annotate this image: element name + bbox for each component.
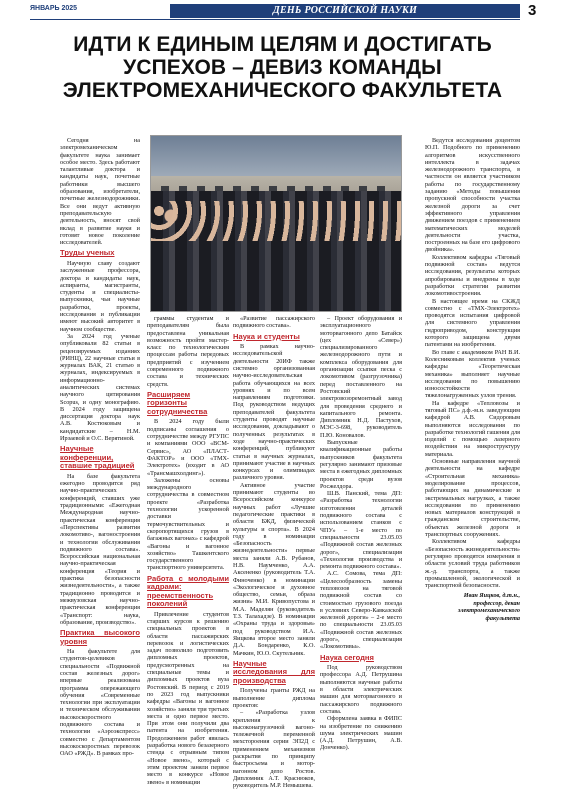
section-heading: Наука сегодня <box>320 652 374 662</box>
section-heading: Работа с молодыми кадрами: преемственность поколений <box>147 573 229 609</box>
paragraph: В настоящее время на СКЖД совместно с «ТМХ-Электротех» проводятся испытания цифровой для системного управления гидроприводом, конструкция которого защищена двумя патентами на изобретения. <box>425 297 520 349</box>
paragraph: В 2024 году были подписаны соглашения о сотрудничестве между РГУПС и компаниями ООО «ВСМ-Сервис», АО «ПЛАСТ-ФАКТОР» и ООО «ТМХ-Электротех» (входит в АО «Трансмашхолдинг»). <box>147 418 229 477</box>
column-5 <box>425 137 520 792</box>
paragraph: На факультете для студентов-целевиков специальности «Подвижной состав железных дорог» впервые реализована программа опережающего обучения «Современные технологии при эксплуатации и техническом обслуживании высокоскоростного подвижного состава и технологии «Аэроэкспресс» совместно с Департаментом высокоскоростных перевозок ОАО «РЖД». В рамках про- <box>60 648 140 758</box>
intro-paragraph: Сегодня на электромеханическом факультете наука занимает особое место. Здесь работают талантливые доктора и кандидаты наук, почетные работники высшего образования, изобретатели, почетные железнодорожники. Все они ведут активную преподавательскую деятельность, вносят свой вклад в развитие науки и готовят новое поколение исследователей. <box>60 137 140 247</box>
issue-date: ЯНВАРЬ 2025 <box>30 5 78 12</box>
section-banner <box>170 4 520 18</box>
group-photo <box>150 135 402 312</box>
paragraph: Научную славу создают заслуженные профессора, доктора и кандидаты наук, аспиранты, магистранты, студенты и специалисты-выпускники, чьи научные разработки, проекты, исследования и публикации имеют высокий авторитет в научном сообществе. <box>60 259 140 333</box>
paragraph: – «Разработка узлов крепления к высоконагрузочной вагоно-тележечной переменной мехстороения серии ЭП2Д с применением механизмов раскрытия по принципу быстросъема и мотор-вагонном депо Ростов. Дипломник А.Т. Краснюков, руководитель М.Р. Немышева. <box>233 709 315 790</box>
paragraph: Заложены основы международного сотрудничества в совместном проекте «Разработка технологии ускоренной доставки термочувствительных и скоропортящихся грузов в багажных вагонах» с кафедрой «Вагоны и вагонное хозяйство» Ташкентского государственного транспортного университета. <box>147 476 229 572</box>
paragraph: В рамках научно-исследовательской деятельности 20ИФ также системно организованная научно-исследовательская работа обучающихся на всех уровнях и по всем направлениям подготовки. Под руководством ведущих преподавателей факультета студенты проводят научные исследования, докладывают о полученных результатах в ходе научно-практических конференций, публикуют статьи в научных журналах, принимают участие в научных конкурсах и олимпиадах различного уровня. <box>233 343 315 482</box>
section-title: ДЕНЬ РОССИЙСКОЙ НАУКИ <box>272 5 418 16</box>
paragraph: Оформлена заявка в ФИПС на изобретение по снижению шума электрических машин (А.Д. Петрушин, А.В. Донченко). <box>320 715 402 752</box>
author-title: электромеханического <box>457 607 520 615</box>
photo-faces <box>151 201 401 241</box>
paragraph: «Развитие пассажирского подвижного состава». <box>233 315 315 330</box>
column-1 <box>60 137 140 792</box>
author-name: Иван Яицков, д.т.н., <box>463 592 520 600</box>
paragraph: Получены гранты РЖД на выполнение диплома проектов: <box>233 687 315 709</box>
paragraph: Ш.В. Панский, тема ДП: «Разработка технологии изготовления деталей подвижного состава с использованием станков с ЧПУ» – 1-е место по специальности 23.05.03 «Подвижной состав железных дорог», специализация «Технология производства и ремонта подвижного состава». <box>320 490 402 571</box>
column-2 <box>147 315 229 792</box>
paragraph: Коллективом кафедры «Безопасность жизнедеятельности» регулярно проводятся измерения в области условий труда работников ж.-д. транспорта, а также промышленной, экологической и транспортной безопасности. <box>425 538 520 590</box>
section-heading: Практика высокого уровня <box>60 628 140 646</box>
paragraph: На кафедре «Тепловозы и тяговый ПС» д.ф.-м.н. заведующим кафедрой А.В. Сидоровым выполняются исследования по разработке технологий гашения для изделий с помощью лазерного воздействия на микроструктуру материала. <box>425 399 520 458</box>
section-heading: Научные конференции, ставшие традицией <box>60 444 135 471</box>
paragraph: – Проект оборудования и эксплуатационного моторвагонного депо Батайск (цех «Север») специализированного железнодорожного пути и комплекса оборудования для организации ссыпки песка с локомотивом (разгрузочника) перед поставленного на Ростовский электровозоремонтный завод для проведения среднего и капитального ремонта. Дипломник Н.Д. Пастухов, МЭС-3-698, руководитель П.Ю. Коновалов. <box>320 315 402 439</box>
paragraph: На базе факультета ежегодно проводится ряд научно-практических конференций, ставших уже традиционными: «Ежегодная Международная научно-практическая конференция «Перспективы развития локомотиво-, вагоностроения и технологии обслуживания подвижного состава». Всероссийская национальная научно-практическая конференция «Теория и практика безопасности жизнедеятельности», а также традиционно проводится и межвузовская научно-практическая конференция «Транспорт: наука, образование, производство». <box>60 472 140 626</box>
paragraph: За 2024 год ученые опубликовали 82 статьи в рецензируемых изданиях (РИНЦ), 22 научные статьи в журналах ВАК, 21 статью в журналах, индексируемых в информационно-аналитических системах научного цитирования Scopus, и одну монографию. В 2024 году защищена диссертация доктора наук А.В. Костюковым и кандидатские – Н.М. Ирзаевой и О.С. Верятиной. <box>60 332 140 443</box>
section-heading: Наука и студенты <box>233 331 300 341</box>
paragraph: Коллективом кафедры «Тяговый подвижной состав» ведутся исследования, результаты которых апробированы и внедрены в ходе разработки стратегии развития локомотивостроения. <box>425 253 520 298</box>
column-4 <box>320 315 402 792</box>
author-signature <box>425 592 520 622</box>
column-3 <box>233 315 315 792</box>
paragraph: граммы студентам и преподавателям была предоставлена уникальная возможность пройти мастер-класс по технологическим процессам работы передовых предприятий с изучением современного подвижного состава и технических средств. <box>147 315 229 388</box>
paragraph: Во главе с академиком РАН В.И. Колесниковым коллектив ученых кафедры «Теоретическая механика» выполняет научные исследования по повышению износостойкости тяжелонагруженных узлов трения. <box>425 348 520 400</box>
section-heading: Труды ученых <box>60 248 115 258</box>
author-title: профессор, декан <box>473 599 520 607</box>
page-header <box>0 0 565 22</box>
author-title: факультета <box>485 614 520 622</box>
page-number: 3 <box>528 2 537 19</box>
paragraph: Привлечение студентов старших курсов к решению специальных проектов в области пассажирских перевозок и логистических задач позволило подготовить дипломных проектов, предусмотренных на специальные темы и дипломных проектов вуза Ростовский. В период с 2019 по 2023 год выпускники кафедры «Вагоны и вагонное хозяйство» заняли три третьих места и одно первое место. При этом они получили два патента на изобретения. Продолжением работ явилась разработка нового безазерного стенда с отрывным типом «Новое звено», который с этим проектом заняли первое место в конкурсе «Новое звено» в номинации <box>147 610 229 786</box>
paragraph: Под руководством профессора А.Д. Петрушина выполняются научные работы в области электрических машин для моторвагонного и пассажирского подвижного состава. <box>320 664 402 715</box>
section-heading: Расширяем горизонты сотрудничества <box>147 389 208 416</box>
paragraph: Ведутся исследования доцентом Ю.П. Подобного по применению алгоритмов искусственного интеллекта в задачах железнодорожного транспорта, в частности он является участником работы по государственному заданию «Методы повышения пропускной способности участка железной дороги за счет эффективного управления движением поездов с применением математических моделей деятельности участка, построенных на базе его цифрового двойника». <box>425 137 520 254</box>
article-headline: ИДТИ К ЕДИНЫМ ЦЕЛЯМ И ДОСТИГАТЬ УСПЕХОВ – ДЕВИЗ КОМАНДЫ ЭЛЕКТРОМЕХАНИЧЕСКОГО ФАКУЛЬТЕТА <box>62 33 503 102</box>
header-rule <box>30 19 520 20</box>
section-heading: Научные исследования для производства <box>233 658 315 685</box>
paragraph: Основные направления научной деятельности на кафедре «Строительная механика» моделирование процессов, работающих на динамические и экстремальных нагрузках, а также исследования по применению новых материалов конструкций в гражданском строительстве, объектах железной дороги и транспортных сооружениях. <box>425 458 520 539</box>
paragraph: А.С. Сомова, тема ДП: «Целесообразность замены тепловозов на тяговой подвижной состав со стоимостью грузового поезда в условиях Северо-Кавказской железной дороги» – 2-е место по специальности 23.05.03 «Подвижной состав железных дорог», специализация «Локомотивы». <box>320 570 402 651</box>
paragraph: Выпускные квалификационные работы выпускников факультета регулярно занимают призовые места в ежегодных дипломных проектов среди вузов Росжелдора. <box>320 439 402 490</box>
paragraph: Активное участие принимают студенты во Всероссийском конкурсе научных работ «Лучшие педагогические практики в области БЖД, физической культуры и спорта». В 2024 году в номинации «Безопасность жизнедеятельности» первые места заняли А.В. Рубанов, Н.В. Наумченко, А.А. Аксененко (руководитель Т.А. Финоченко) в номинации «Экологическое и духовное общество, семьи, образа жизни» М.И. Кривопустова и М.А. Маделян (руководитель Т.З. Талахадзе). В номинации «Охраны труда и здоровья» под руководством И.А. Яицкова второе место заняли Д.А. Бондаренко, К.О. Мачкин, Ю.О. Скутельник. <box>233 481 315 657</box>
